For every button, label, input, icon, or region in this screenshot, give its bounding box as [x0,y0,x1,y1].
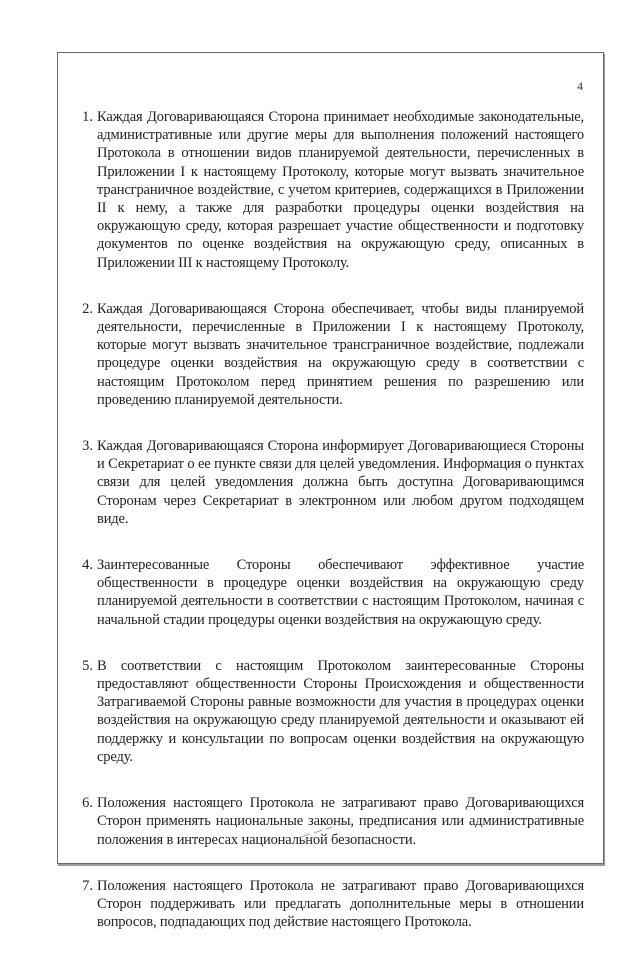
clause-text: Каждая Договаривающаяся Сторона принимает необходимые законодательные, административные или другие меры для выполнения положений настоящего Протокола в отношении видов планируемой деятельности, перечисленных в Приложении I к настоящему Протоколу, которые могут вызвать значительное трансграничное воздействие, с учетом критериев, содержащихся в Приложении II к нему, а также для разработки процедуры оценки воздействия на окружающую среду, которая разрешает участие общественности и подготовку документов по оценке воздействия на окружающую среду, описанных в Приложении III к настоящему Протоколу. [97,109,584,271]
clause-5 [0,657,640,766]
clause-number: 3. [82,438,93,455]
clause-1 [0,108,640,272]
clause-3 [0,437,640,528]
clause-text: Заинтересованные Стороны обеспечивают эффективное участие общественности в процедуре оценки воздействия на окружающую среду планируемой деятельности в соответствии с настоящим Протоколом, начиная с начальной стадии процедуры оценки воздействия на окружающую среду. [97,557,584,628]
clause-number: 2. [82,300,93,317]
clause-text: Положения настоящего Протокола не затрагивают право Договаривающихся Сторон поддерживать или предлагать дополнительные меры в отношении вопросов, подпадающих под действие настоящего Протокола. [97,877,584,931]
clause-number: 6. [82,795,93,812]
scan-mark [296,818,356,842]
page-number: 4 [577,79,583,93]
clause-7 [0,877,640,932]
clause-number: 1. [82,109,93,125]
clause-number: 5. [82,657,93,674]
clause-text: Каждая Договаривающаяся Сторона обеспечивает, чтобы виды планируемой деятельности, перечисленные в Приложении I к настоящему Протоколу, которые могут вызвать значительное трансграничное воздействие, подлежали процедуре оценки воздействия на окружающую среду в соответствии с настоящим Протоколом перед принятием решения по разрешению или проведению планируемой деятельности. [97,300,584,408]
clause-number: 4. [82,557,93,574]
clause-4 [0,556,640,629]
clause-text: Каждая Договаривающаяся Сторона информирует Договаривающиеся Стороны и Секретариат о ее пункте связи для целей уведомления. Информация о пунктах связи для целей уведомления должна быть доступна Договаривающимся Сторонам через Секретариат в электронном или любом другом подходящем виде. [97,438,584,527]
clause-2 [0,300,640,409]
clause-text: Положения настоящего Протокола не затрагивают право Договаривающихся Сторон применять национальные законы, предписания или административные положения в интересах национальной безопасности. [97,795,584,848]
clause-text: В соответствии с настоящим Протоколом заинтересованные Стороны предоставляют общественности Стороны Происхождения и общественности Затрагиваемой Стороны равные возможности для участия в процедурах оценки воздействия на окружающую среду планируемой деятельности и оказывают ей поддержку и консультации по вопросам оценки воздействия на окружающую среду. [97,657,584,765]
clause-number: 7. [82,877,93,894]
